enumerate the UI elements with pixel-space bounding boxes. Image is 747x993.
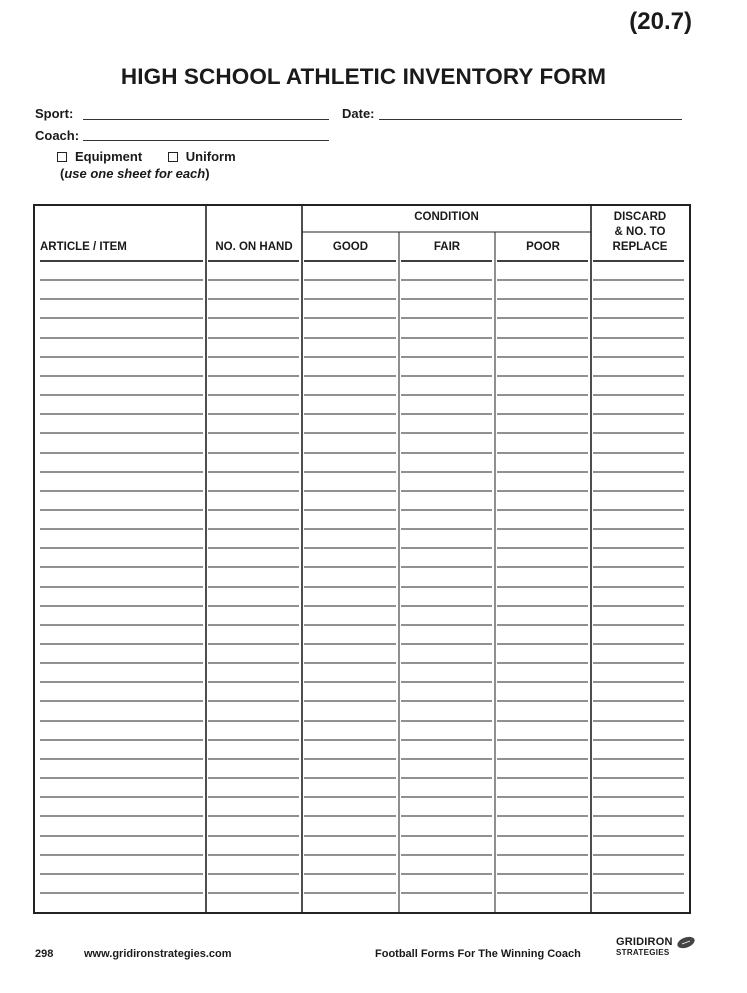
page-number: 298: [35, 948, 54, 960]
form-number: (20.7): [629, 8, 692, 35]
date-label: Date:: [342, 106, 375, 121]
uniform-label: Uniform: [185, 149, 236, 164]
header-fair: FAIR: [433, 241, 461, 253]
header-article: ARTICLE / ITEM: [40, 241, 127, 253]
header-discard: DISCARD & NO. TO REPLACE: [612, 211, 668, 253]
equipment-label: Equipment: [75, 149, 143, 164]
page-title: HIGH SCHOOL ATHLETIC INVENTORY FORM: [120, 64, 607, 89]
header-poor: POOR: [526, 241, 560, 253]
sport-label: Sport:: [35, 106, 74, 121]
header-condition: CONDITION: [414, 211, 479, 223]
coach-label: Coach:: [35, 128, 80, 143]
gridiron-strategies-logo: GRIDIRON STRATEGIES: [616, 936, 696, 966]
sheet-note: (use one sheet for each): [60, 166, 210, 181]
header-on-hand: NO. ON HAND: [215, 241, 293, 253]
header-good: GOOD: [332, 241, 369, 253]
website-link[interactable]: www.gridironstrategies.com: [84, 948, 232, 960]
book-title: Football Forms For The Winning Coach: [375, 948, 581, 960]
sheet-note-text: use one sheet for each: [64, 166, 206, 181]
football-icon: [676, 936, 696, 949]
